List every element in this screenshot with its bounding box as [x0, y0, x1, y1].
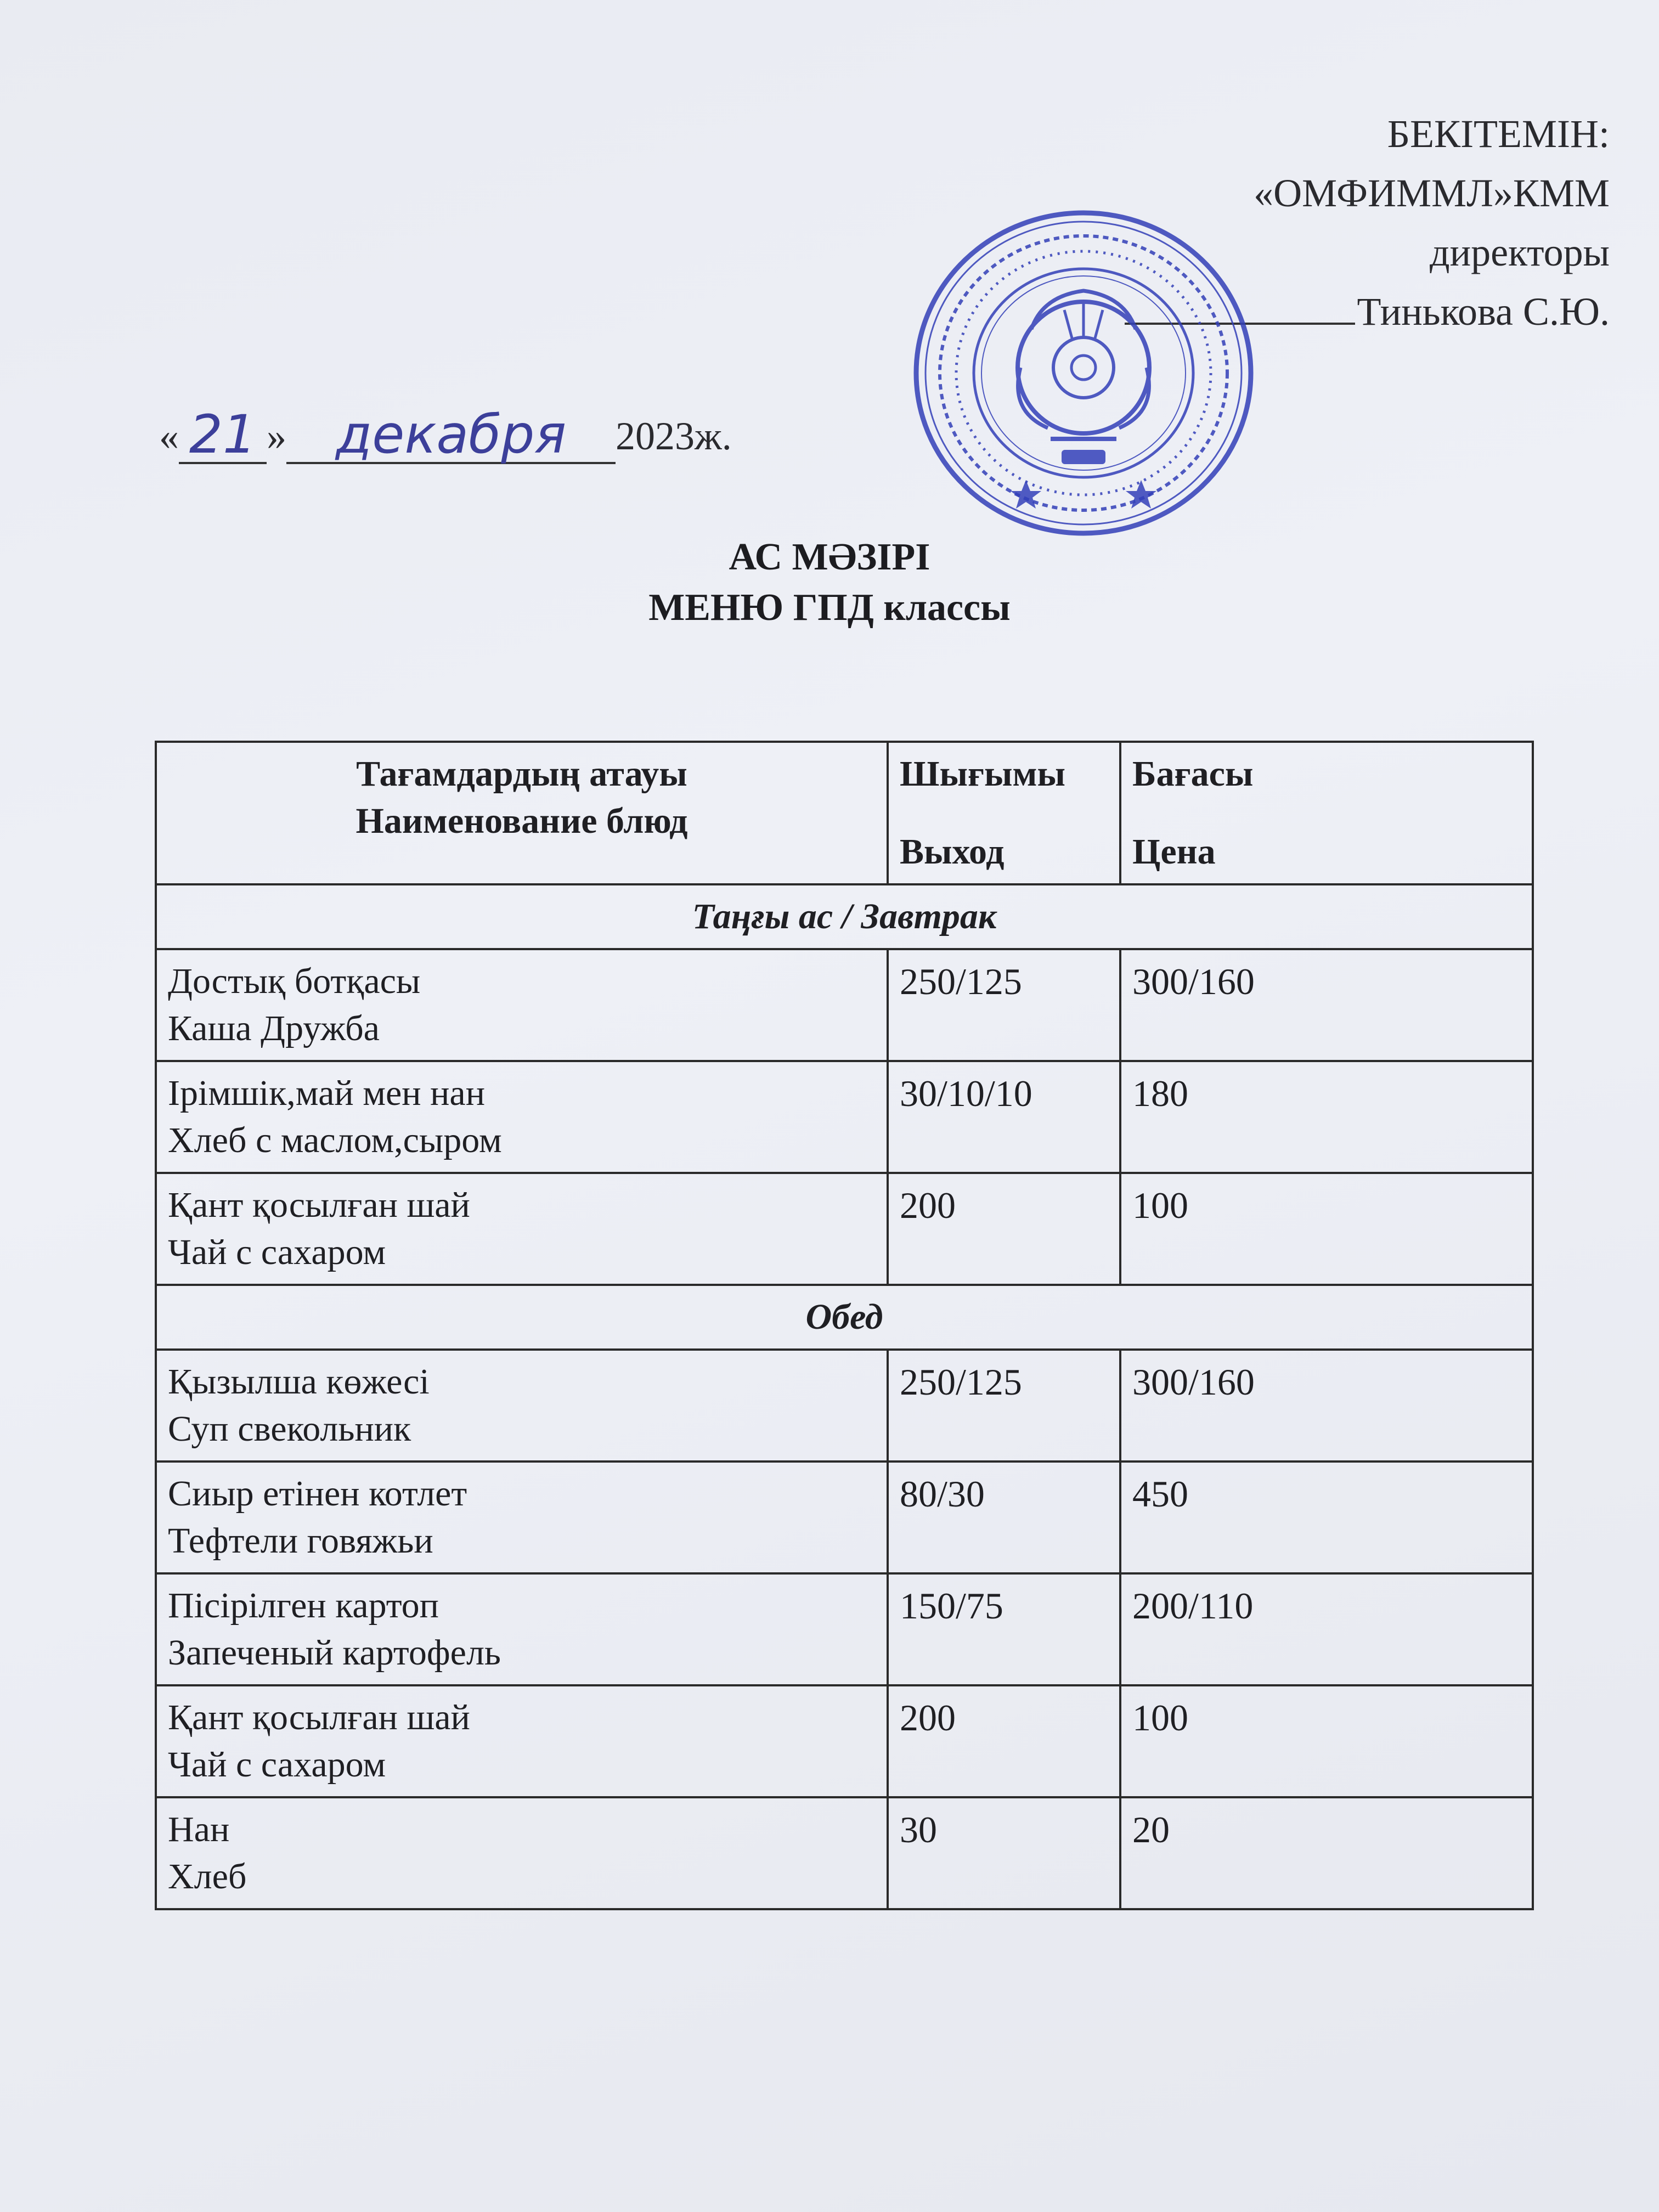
- document-title: [0, 532, 1659, 633]
- approval-signer: Тинькова С.Ю.: [1357, 290, 1610, 334]
- dish-name-cell: [156, 1350, 888, 1462]
- table-row: [156, 1061, 1533, 1173]
- header-dish-name: [156, 742, 888, 884]
- approval-organization: «ОМФИММЛ»КММ: [1254, 171, 1610, 215]
- dish-price: 200/110: [1120, 1573, 1533, 1685]
- approval-heading: БЕКІТЕМІН:: [1387, 112, 1610, 156]
- header-price: [1120, 742, 1533, 884]
- dish-output: 250/125: [888, 949, 1120, 1061]
- dish-name-ru: Хлеб с маслом,сыром: [168, 1120, 502, 1160]
- table-row: [156, 1173, 1533, 1285]
- dish-name-cell: [156, 1061, 888, 1173]
- dish-name-kz: Сиыр етінен котлет: [168, 1474, 467, 1514]
- dish-output: 30: [888, 1797, 1120, 1909]
- dish-name-cell: [156, 1685, 888, 1797]
- dish-name-cell: [156, 1797, 888, 1909]
- table-row: [156, 1573, 1533, 1685]
- dish-name-kz: Достық ботқасы: [168, 961, 421, 1001]
- header-output: [888, 742, 1120, 884]
- dish-name-cell: [156, 1573, 888, 1685]
- section-title: Обед: [156, 1285, 1533, 1350]
- date-open-quote: «: [159, 414, 179, 458]
- header-output-ru: Выход: [900, 832, 1005, 872]
- official-seal: [905, 203, 1262, 543]
- date-day: 21: [189, 404, 257, 465]
- dish-name-ru: Чай с сахаром: [168, 1232, 386, 1272]
- dish-name-kz: Қант қосылған шай: [168, 1185, 470, 1225]
- table-header-row: [156, 742, 1533, 884]
- dish-price: 100: [1120, 1173, 1533, 1285]
- dish-output: 30/10/10: [888, 1061, 1120, 1173]
- dish-name-ru: Каша Дружба: [168, 1008, 380, 1048]
- dish-name-kz: Ірімшік,май мен нан: [168, 1073, 486, 1113]
- dish-name-kz: Қант қосылған шай: [168, 1697, 470, 1737]
- dish-price: 180: [1120, 1061, 1533, 1173]
- header-dish-name-kz: Тағамдардың атауы: [356, 754, 687, 794]
- dish-price: 20: [1120, 1797, 1533, 1909]
- dish-name-ru: Запеченый картофель: [168, 1633, 501, 1673]
- dish-output: 80/30: [888, 1462, 1120, 1573]
- dish-output: 250/125: [888, 1350, 1120, 1462]
- dish-price: 300/160: [1120, 949, 1533, 1061]
- dish-output: 200: [888, 1173, 1120, 1285]
- menu-table: [155, 741, 1534, 1910]
- dish-name-cell: [156, 949, 888, 1061]
- table-row: [156, 1462, 1533, 1573]
- table-row: [156, 1685, 1533, 1797]
- table-row: [156, 1350, 1533, 1462]
- title-russian: МЕНЮ ГПД классы: [648, 586, 1011, 629]
- dish-name-cell: [156, 1173, 888, 1285]
- dish-name-ru: Чай с сахаром: [168, 1745, 386, 1785]
- dish-name-ru: Суп свекольник: [168, 1409, 411, 1449]
- dish-name-kz: Нан: [168, 1809, 230, 1849]
- dish-name-kz: Пісірілген картоп: [168, 1585, 439, 1626]
- table-row: [156, 949, 1533, 1061]
- header-price-kz: Бағасы: [1132, 754, 1254, 794]
- section-row: [156, 884, 1533, 949]
- date-month: декабря: [335, 404, 567, 465]
- section-row: [156, 1285, 1533, 1350]
- dish-name-ru: Хлеб: [168, 1857, 247, 1897]
- dish-name-kz: Қызылша көжесі: [168, 1362, 430, 1402]
- approval-position: директоры: [1429, 230, 1610, 274]
- date-month-field: [286, 400, 616, 464]
- header-price-ru: Цена: [1132, 832, 1216, 872]
- date-line: [159, 400, 732, 464]
- header-output-kz: Шығымы: [900, 754, 1065, 794]
- date-year: 2023ж.: [616, 414, 732, 458]
- dish-output: 150/75: [888, 1573, 1120, 1685]
- dish-output: 200: [888, 1685, 1120, 1797]
- title-kazakh: АС МӘЗІРІ: [729, 536, 930, 578]
- header-dish-name-ru: Наименование блюд: [356, 801, 688, 841]
- dish-name-ru: Тефтели говяжьи: [168, 1521, 433, 1561]
- dish-price: 450: [1120, 1462, 1533, 1573]
- date-close-quote: »: [267, 414, 286, 458]
- section-title: Таңғы ас / Завтрак: [156, 884, 1533, 949]
- menu-table-body: [156, 884, 1533, 1909]
- dish-price: 300/160: [1120, 1350, 1533, 1462]
- table-row: [156, 1797, 1533, 1909]
- dish-price: 100: [1120, 1685, 1533, 1797]
- dish-name-cell: [156, 1462, 888, 1573]
- date-day-field: [179, 400, 267, 464]
